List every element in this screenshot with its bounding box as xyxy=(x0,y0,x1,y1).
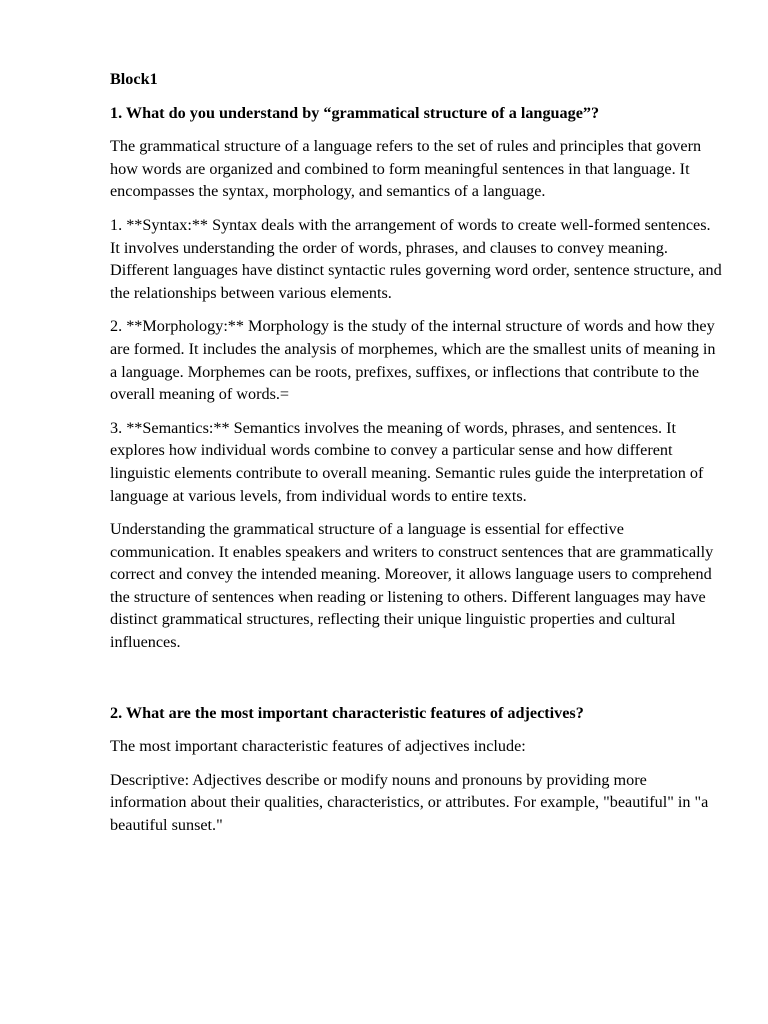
section-1-intro-paragraph: The grammatical structure of a language refers to the set of rules and principles that govern how words are organized and combined to form meaningful sentences in that language. It encompasses the syntax, morphology, and semantics of a language. xyxy=(110,137,702,201)
section-2-descriptive-paragraph: Descriptive: Adjectives describe or modify nouns and pronouns by providing more information about their qualities, characteristics, or attributes. For example, "beautiful" in "a beautiful sunset." xyxy=(110,770,709,835)
section-1-conclusion-paragraph: Understanding the grammatical structure of a language is essential for effective communication. It enables speakers and writers to construct sentences that are grammatically correct and convey the intended meaning. Moreover, it allows language users to comprehend the structure of sentences when reading or listening to others. Different languages may have distinct grammatical structures, reflecting their unique linguistic properties and cultural influences. xyxy=(110,520,714,652)
section-1-semantics-paragraph: 3. **Semantics:** Semantics involves the meaning of words, phrases, and sentences. It explores how individual words combine to convey a particular sense and how different linguistic elements contribute to overall meaning. Semantic rules guide the interpretation of language at various levels, from individual words to entire texts. xyxy=(110,418,704,505)
section-spacer xyxy=(110,665,722,702)
question-1-heading: 1. What do you understand by “grammatical structure of a language”? xyxy=(110,103,600,122)
question-2-heading: 2. What are the most important characteristic features of adjectives? xyxy=(110,703,584,722)
section-1-syntax-paragraph: 1. **Syntax:** Syntax deals with the arrangement of words to create well-formed sentences. It involves understanding the order of words, phrases, and clauses to convey meaning. Different languages have distinct syntactic rules governing word order, sentence structure, and the relationships between various elements. xyxy=(110,215,722,302)
document-page xyxy=(110,68,722,848)
section-2-intro-paragraph: The most important characteristic features of adjectives include: xyxy=(110,737,526,756)
block-title: Block1 xyxy=(110,70,158,88)
section-1-morphology-paragraph: 2. **Morphology:** Morphology is the study of the internal structure of words and how they are formed. It includes the analysis of morphemes, which are the smallest units of meaning in a language. Morphemes can be roots, prefixes, suffixes, or inflections that contribute to the overall meaning of words.= xyxy=(110,317,716,404)
